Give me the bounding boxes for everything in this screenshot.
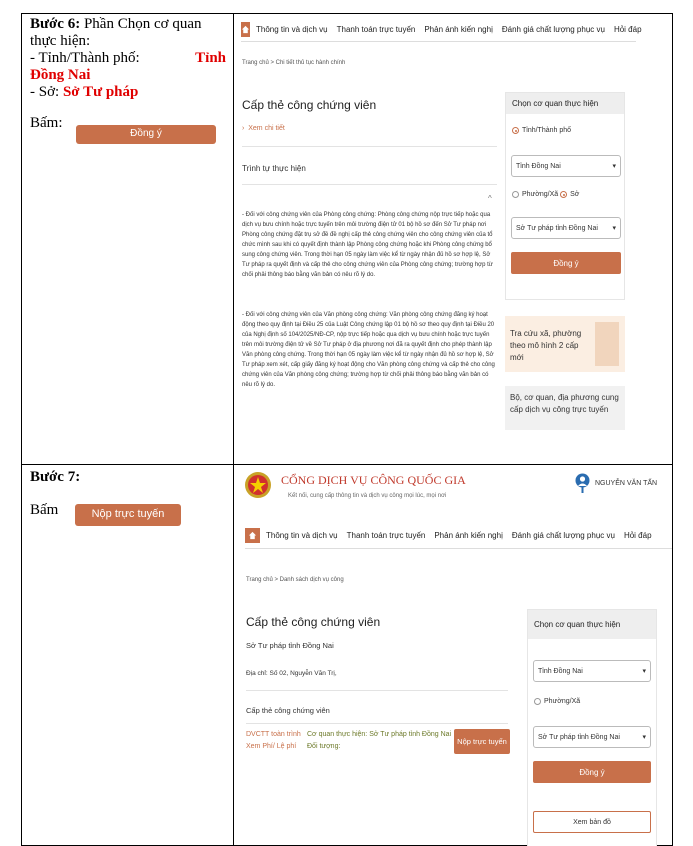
nav-item-rating[interactable]: Đánh giá chất lượng phục vụ xyxy=(511,531,615,540)
user-name[interactable]: NGUYỄN VĂN TẤN xyxy=(595,480,658,487)
step-6-press: Bấm: xyxy=(30,115,63,131)
dept-value: Sở Tư pháp xyxy=(62,84,139,100)
ward-lookup-banner[interactable] xyxy=(505,316,625,372)
breadcrumb[interactable]: Trang chủ > Danh sách dịch vụ công xyxy=(246,577,344,583)
main-nav xyxy=(245,523,672,549)
section-title: Trình tự thực hiện xyxy=(242,164,306,173)
nav-item-payment[interactable]: Thanh toán trực tuyến xyxy=(336,25,416,34)
province-select[interactable] xyxy=(533,660,651,682)
page-title: Cấp thẻ công chứng viên xyxy=(246,615,381,629)
nav-item-feedback[interactable]: Phản ánh kiến nghị xyxy=(424,25,493,34)
row-step-7 xyxy=(22,465,672,846)
row-step-6 xyxy=(22,14,672,465)
dept-prefix: - Sở: xyxy=(30,84,60,100)
nav-item-info[interactable]: Thông tin và dịch vụ xyxy=(256,25,328,34)
step-7-title: Bước 7: xyxy=(30,469,81,485)
agency-sidebar xyxy=(527,609,657,846)
chevron-down-icon: ▾ xyxy=(642,734,646,741)
nav-item-rating[interactable]: Đánh giá chất lượng phục vụ xyxy=(501,25,605,34)
submit-online-button[interactable]: Nộp trực tuyến xyxy=(454,729,510,754)
building-icon xyxy=(595,322,619,366)
agree-button-sample[interactable]: Đồng ý xyxy=(76,125,216,144)
province-select[interactable] xyxy=(511,155,621,177)
main-nav xyxy=(241,18,642,42)
divider xyxy=(246,723,508,724)
divider xyxy=(242,146,497,147)
breadcrumb[interactable]: Trang chủ > Chi tiết thủ tục hành chính xyxy=(242,60,346,66)
procedure-para-1: - Đối với công chứng viên của Phòng công chứng: Phòng công chứng nộp trực tiếp hoặc qua dịch vụ bưu chính hoặc trực tuyến trên môi trường điện tử 01 bộ hồ sơ đến Sở Tư pháp nơi Phòng công chứng đặt trụ sở đề đề nghị cấp thẻ công chứng viên cho công chứng viên của tổ chức mình sau khi có quyết định thành lập Phòng công chứng hoặc khi Phòng công chứng bổ sung công chứng viên. Trong thời hạn 05 ngày làm việc kể từ ngày nhận đủ hồ sơ hợp lệ, Sở Tư pháp ra quyết định và cấp thẻ cho công chứng viên của Phòng công chứng; trường hợp từ chối phải thông báo bằng văn bản có nêu rõ lý do. xyxy=(242,212,493,278)
screenshot-procedure-detail xyxy=(235,14,672,464)
nav-item-feedback[interactable]: Phản ánh kiến nghị xyxy=(434,531,503,540)
radio-ward-label: Phường/Xã xyxy=(544,698,581,705)
radio-off-icon xyxy=(534,698,541,705)
divider xyxy=(242,184,497,185)
radio-province[interactable] xyxy=(512,127,571,134)
radio-off-icon xyxy=(512,191,519,198)
radio-on-icon xyxy=(512,127,519,134)
province-prefix: - Tỉnh/Thành phố: xyxy=(30,50,140,66)
dept-select[interactable] xyxy=(511,217,621,239)
dvc-full-link[interactable]: DVCTT toàn trình xyxy=(246,731,301,738)
step-6-title: Bước 6: xyxy=(30,16,81,32)
portal-name: CỔNG DỊCH VỤ CÔNG QUỐC GIA xyxy=(281,473,466,487)
view-detail-label: Xem chi tiết xyxy=(248,125,285,132)
chevron-down-icon: ▾ xyxy=(642,668,646,675)
agree-button[interactable]: Đồng ý xyxy=(511,252,621,274)
radio-province-label: Tỉnh/Thành phố xyxy=(522,127,572,134)
screenshot-service-list xyxy=(235,465,672,846)
radio-on-icon xyxy=(560,191,567,198)
subject-label: Đối tượng: xyxy=(307,743,341,750)
province-value-a: Tỉnh xyxy=(195,50,226,66)
nav-item-payment[interactable]: Thanh toán trực tuyến xyxy=(346,531,426,540)
step-6-instructions xyxy=(30,16,226,132)
step-7-press: Bấm xyxy=(30,502,59,518)
dept-select-value: Sở Tư pháp tỉnh Đồng Nai xyxy=(538,733,620,741)
province-select-value: Tỉnh Đồng Nai xyxy=(538,667,583,675)
fee-link[interactable]: Xem Phí/ Lệ phí xyxy=(246,743,297,750)
nav-item-faq[interactable]: Hỏi đáp xyxy=(613,25,642,34)
sidebar-heading: Chọn cơ quan thực hiện xyxy=(506,93,624,114)
chevron-down-icon: ▾ xyxy=(612,163,616,170)
nav-item-faq[interactable]: Hỏi đáp xyxy=(623,531,652,540)
instruction-table xyxy=(21,13,673,846)
radio-ward-label: Phường/Xã xyxy=(522,191,559,198)
emblem-icon xyxy=(244,469,272,503)
column-divider xyxy=(233,14,234,464)
sidebar-heading: Chọn cơ quan thực hiện xyxy=(528,610,656,639)
step-6-line-a: Phần Chọn cơ quan xyxy=(83,16,202,32)
collapse-chevron-icon[interactable]: ^ xyxy=(488,194,492,203)
agree-button[interactable]: Đồng ý xyxy=(533,761,651,783)
view-detail-link[interactable]: › Xem chi tiết xyxy=(242,125,285,132)
home-icon[interactable] xyxy=(241,22,250,37)
banner-text: Tra cứu xã, phường theo mô hình 2 cấp mới xyxy=(510,329,582,362)
radio-ward[interactable] xyxy=(534,698,580,705)
radio-ward[interactable] xyxy=(512,191,579,198)
province-line xyxy=(30,50,226,67)
nav-item-info[interactable]: Thông tin và dịch vụ xyxy=(266,531,338,540)
agency-name: Sở Tư pháp tỉnh Đồng Nai xyxy=(246,641,334,650)
user-avatar-icon[interactable] xyxy=(575,473,590,493)
province-select-value: Tỉnh Đồng Nai xyxy=(516,162,561,170)
submit-button-sample[interactable]: Nộp trực tuyến xyxy=(75,504,181,526)
agency-label: Cơ quan thực hiện: Sở Tư pháp tỉnh Đồng Nai xyxy=(307,731,452,738)
dept-select-value: Sở Tư pháp tỉnh Đồng Nai xyxy=(516,224,598,232)
province-value-b: Đồng Nai xyxy=(30,67,91,83)
step-6-line-b: thực hiện: xyxy=(30,33,91,49)
column-divider xyxy=(233,465,234,846)
agency-address: Địa chỉ: Số 02, Nguyễn Văn Trị, xyxy=(246,670,337,677)
step-6-first-line xyxy=(30,16,226,33)
portal-slogan: Kết nối, cung cấp thông tin và dịch vụ công mọi lúc, mọi nơi xyxy=(288,493,447,499)
view-map-button[interactable]: Xem bản đồ xyxy=(533,811,651,833)
chevron-down-icon: ▾ xyxy=(612,225,616,232)
procedure-para-2: - Đối với công chứng viên của Văn phòng công chứng: Văn phòng công chứng đăng ký hoạt động theo quy định tại Điều 25 của Luật Công chứng lập 01 bộ hồ sơ theo quy định tại Điều 20 của Nghị định số 104/2025/NĐ-CP, nộp trực tiếp hoặc qua dịch vụ bưu chính hoặc trực tuyến trên môi trường điện tử về Sở Tư pháp ở địa phương nơi đã ra quyết định cho phép thành lập Văn phòng công chứng. Trong thời hạn 05 ngày làm việc kể từ ngày nhận đủ hồ sơ hợp lệ, Sở Tư pháp xem xét, cấp giấy đăng ký hoạt động cho Văn phòng công chứng và cấp thẻ cho công chứng viên của Văn phòng công chứng; trường hợp từ chối phải thông báo bằng văn bản có nêu rõ lý do. xyxy=(242,312,495,388)
divider xyxy=(246,690,508,691)
home-icon[interactable] xyxy=(245,528,260,543)
dept-line xyxy=(30,84,226,101)
service-name: Cấp thẻ công chứng viên xyxy=(246,706,330,715)
agency-sidebar xyxy=(505,92,625,300)
page-title: Cấp thẻ công chứng viên xyxy=(242,98,377,112)
radio-dept-label: Sở xyxy=(570,191,580,198)
agencies-box[interactable]: Bộ, cơ quan, địa phương cung cấp dịch vụ công trực tuyến xyxy=(505,386,625,430)
dept-select[interactable] xyxy=(533,726,651,748)
